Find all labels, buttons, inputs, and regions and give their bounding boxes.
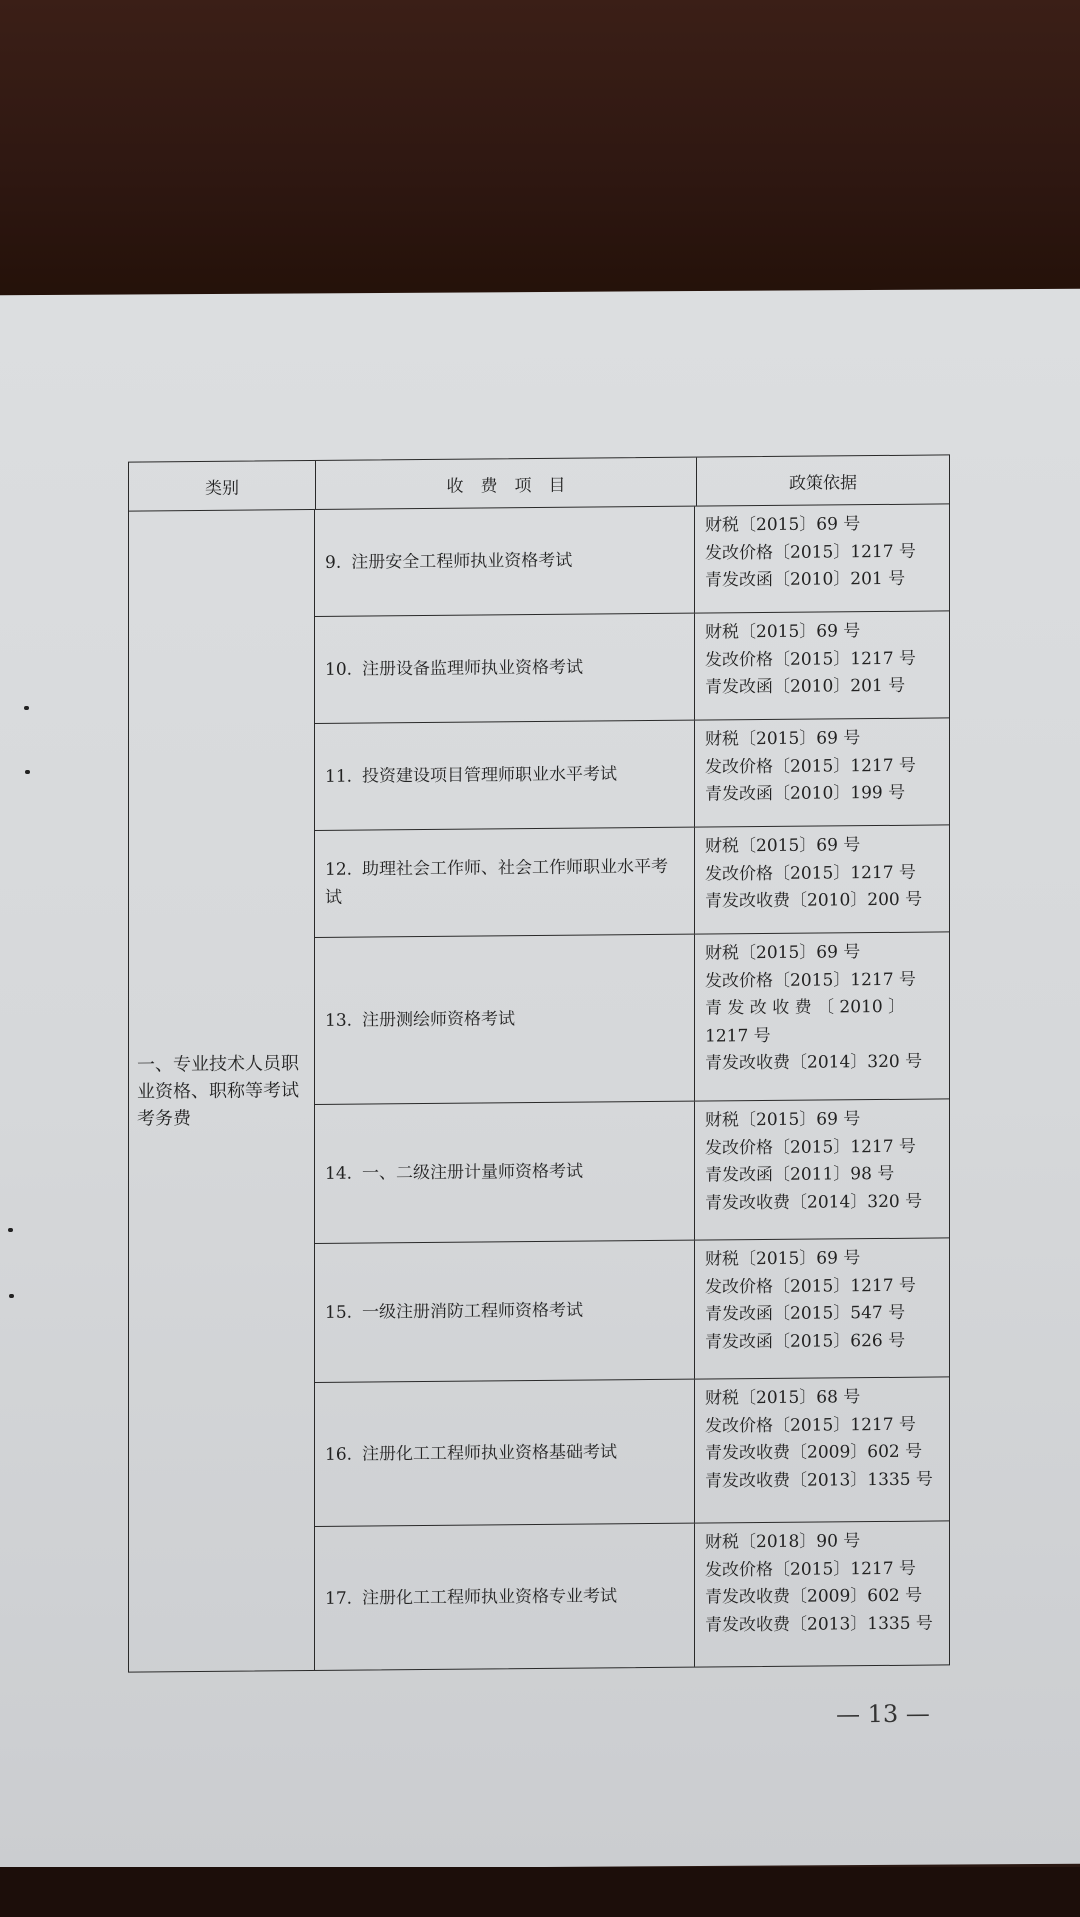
table-header bbox=[129, 455, 949, 511]
policy-reference: 财税〔2018〕90 号 bbox=[705, 1531, 861, 1553]
policy-reference: 青发改收费〔2014〕320 号 bbox=[705, 1051, 923, 1074]
policy-basis-cell bbox=[695, 932, 949, 1100]
fee-item-text bbox=[325, 853, 684, 912]
policy-reference: 青发改收费〔2009〕602 号 bbox=[705, 1441, 923, 1464]
policy-reference: 发改价格〔2015〕1217 号 bbox=[705, 1558, 916, 1581]
item-number: 10. bbox=[325, 659, 353, 680]
fee-item-cell bbox=[315, 1102, 695, 1243]
policy-reference: 财税〔2015〕69 号 bbox=[705, 728, 861, 750]
policy-basis-cell bbox=[695, 1238, 949, 1378]
policy-reference: 青发改函〔2010〕201 号 bbox=[705, 568, 906, 591]
fee-item-text bbox=[325, 1582, 617, 1613]
policy-reference: 青发改函〔2010〕201 号 bbox=[705, 675, 906, 698]
table-surface-background bbox=[0, 0, 1080, 300]
item-number: 11. bbox=[325, 766, 353, 787]
header-policy-basis: 政策依据 bbox=[789, 472, 857, 494]
item-name: 注册设备监理师执业资格考试 bbox=[362, 657, 584, 680]
item-name: 注册化工工程师执业资格基础考试 bbox=[362, 1441, 618, 1465]
punch-mark bbox=[25, 770, 30, 774]
policy-reference: 青发改函〔2015〕626 号 bbox=[705, 1330, 906, 1353]
policy-reference: 发改价格〔2015〕1217 号 bbox=[705, 1275, 916, 1298]
category-cell: 一、专业技术人员职业资格、职称等考试考务费 bbox=[129, 510, 315, 1672]
table-row bbox=[315, 611, 949, 724]
policy-reference: 发改价格〔2015〕1217 号 bbox=[705, 541, 916, 564]
fee-item-text bbox=[325, 760, 617, 791]
policy-reference: 青发改收费〔2013〕1335 号 bbox=[705, 1469, 933, 1492]
item-number: 15. bbox=[325, 1302, 353, 1323]
policy-reference: 青发改收费〔2010〕200 号 bbox=[705, 889, 923, 912]
policy-reference: 财税〔2015〕69 号 bbox=[705, 1248, 861, 1270]
item-name: 一级注册消防工程师资格考试 bbox=[362, 1300, 584, 1323]
policy-reference: 青发改函〔2010〕199 号 bbox=[705, 782, 906, 805]
policy-reference: 青发改函〔2011〕98 号 bbox=[705, 1163, 895, 1186]
punch-mark bbox=[24, 706, 29, 710]
item-number: 12. bbox=[325, 859, 353, 880]
policy-reference: 发改价格〔2015〕1217 号 bbox=[705, 1136, 916, 1159]
punch-mark bbox=[9, 1294, 14, 1298]
policy-reference: 财税〔2015〕69 号 bbox=[705, 942, 861, 964]
table-row bbox=[315, 1238, 949, 1383]
table-surface-bottom bbox=[0, 1867, 1080, 1917]
fee-item-text bbox=[325, 1297, 583, 1327]
item-number: 17. bbox=[325, 1588, 353, 1609]
item-number: 13. bbox=[325, 1010, 353, 1031]
policy-reference: 发改价格〔2015〕1217 号 bbox=[705, 1414, 916, 1437]
item-number: 9. bbox=[325, 552, 342, 573]
table-row bbox=[315, 825, 949, 938]
policy-reference: 财税〔2015〕69 号 bbox=[705, 835, 861, 857]
policy-reference: 1217 号 bbox=[705, 1025, 771, 1047]
fee-item-text bbox=[325, 547, 572, 577]
table-row bbox=[315, 1521, 949, 1670]
fee-item-cell bbox=[315, 1524, 695, 1670]
fee-table bbox=[128, 454, 950, 1672]
table-row bbox=[315, 1099, 949, 1244]
policy-reference: 青发改函〔2015〕547 号 bbox=[705, 1302, 906, 1325]
policy-reference: 青发改收费〔2009〕602 号 bbox=[705, 1585, 923, 1608]
item-number: 16. bbox=[325, 1444, 353, 1465]
policy-basis-cell bbox=[695, 1521, 949, 1666]
item-name: 注册化工工程师执业资格专业考试 bbox=[362, 1585, 618, 1609]
policy-reference: 财税〔2015〕69 号 bbox=[705, 1109, 861, 1131]
item-name: 一、二级注册计量师资格考试 bbox=[362, 1161, 584, 1184]
item-name: 助理社会工作师、社会工作师职业水平考试 bbox=[325, 856, 669, 908]
table-body bbox=[129, 504, 949, 1671]
page-number: — 13 — bbox=[835, 1699, 930, 1729]
policy-basis-cell bbox=[695, 504, 949, 612]
policy-reference: 青 发 改 收 费 〔 2010 〕 bbox=[705, 996, 906, 1019]
policy-reference: 青发改收费〔2013〕1335 号 bbox=[705, 1613, 933, 1636]
policy-basis-cell bbox=[695, 718, 949, 826]
fee-item-cell bbox=[315, 935, 695, 1104]
policy-reference: 发改价格〔2015〕1217 号 bbox=[705, 862, 916, 885]
item-name: 注册测绘师资格考试 bbox=[362, 1009, 516, 1031]
policy-basis-cell bbox=[695, 1099, 949, 1239]
table-rows bbox=[315, 504, 949, 1670]
header-category: 类别 bbox=[129, 461, 316, 511]
fee-item-cell bbox=[315, 507, 695, 616]
item-number: 14. bbox=[325, 1163, 353, 1184]
policy-reference: 发改价格〔2015〕1217 号 bbox=[705, 755, 916, 778]
fee-item-text bbox=[325, 654, 583, 684]
item-name: 注册安全工程师执业资格考试 bbox=[351, 550, 573, 573]
header-fee-item: 收 费 项 目 bbox=[316, 458, 697, 509]
table-row bbox=[315, 718, 949, 831]
policy-reference: 财税〔2015〕69 号 bbox=[705, 514, 861, 536]
table-row bbox=[315, 1377, 949, 1527]
fee-item-cell bbox=[315, 1241, 695, 1382]
table-row bbox=[315, 504, 949, 617]
fee-item-cell bbox=[315, 614, 695, 723]
policy-reference: 发改价格〔2015〕1217 号 bbox=[705, 969, 916, 992]
item-name: 投资建设项目管理师职业水平考试 bbox=[362, 764, 618, 787]
policy-reference: 财税〔2015〕69 号 bbox=[705, 621, 861, 643]
fee-item-cell bbox=[315, 1380, 695, 1526]
fee-item-cell bbox=[315, 828, 695, 937]
punch-mark bbox=[8, 1228, 13, 1232]
policy-reference: 青发改收费〔2014〕320 号 bbox=[705, 1191, 923, 1214]
policy-basis-cell bbox=[695, 825, 949, 933]
fee-item-text bbox=[325, 1005, 515, 1035]
fee-item-cell bbox=[315, 721, 695, 830]
policy-reference: 发改价格〔2015〕1217 号 bbox=[705, 648, 916, 671]
policy-basis-cell bbox=[695, 611, 949, 719]
table-row bbox=[315, 932, 949, 1105]
fee-item-text bbox=[325, 1438, 617, 1469]
policy-basis-cell bbox=[695, 1377, 949, 1522]
policy-reference: 财税〔2015〕68 号 bbox=[705, 1387, 861, 1409]
fee-item-text bbox=[325, 1158, 583, 1188]
